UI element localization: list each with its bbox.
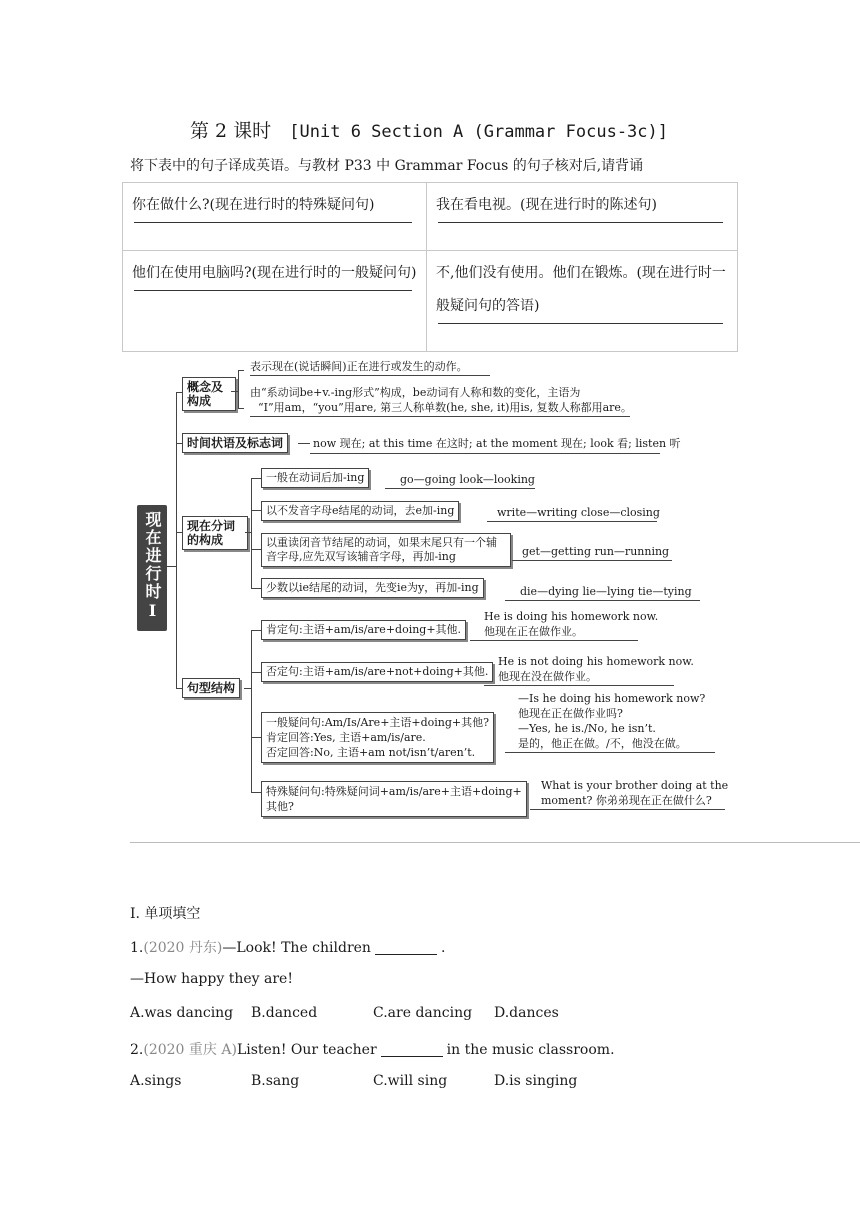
connector [238,370,239,408]
connector [251,478,261,479]
option-d[interactable]: D.is singing [494,1073,578,1089]
option-b[interactable]: B.danced [251,1005,318,1021]
connector [251,792,261,793]
translation-table [122,182,738,352]
concept-box: 概念及构成 [182,377,236,411]
connector [251,549,261,550]
rule-example: —Yes, he is./No, he isn’t. [518,722,656,735]
instruction: 将下表中的句子译成英语。与教材 P33 中 Grammar Focus 的句子核对后,请背诵 [130,158,644,174]
option-c[interactable]: C.are dancing [373,1005,473,1021]
underline [505,752,715,753]
answer-line[interactable] [134,290,412,291]
connector [231,391,238,392]
connector [167,566,176,567]
connector [176,392,177,688]
rule-example: 他现在没在做作业。 [498,670,597,683]
rule-example: He is doing his homework now. [484,610,659,623]
connector [251,510,261,511]
question-number: 2. [130,1042,144,1058]
underline [250,416,630,417]
connector [251,672,261,673]
underline [470,640,638,641]
table-cell [427,183,738,251]
rule-line: 特殊疑问句:特殊疑问词+am/is/are+主语+doing+ [266,785,522,798]
section-heading: Ⅰ. 单项填空 [130,906,201,922]
question-text: Listen! Our teacher [236,1042,377,1058]
mindmap-root: 现在进行时Ⅰ [137,505,167,631]
table-row [123,183,738,251]
structure-box: 句型结构 [182,678,240,698]
concept-form-line2: “I”用am，“you”用are, 第三人称单数(he, she, it)用is, 复数人称都用are。 [258,401,632,414]
rule-example: go—going look—looking [400,473,535,486]
rule-box [261,712,494,763]
divider [130,842,860,843]
rule-example: write—writing close—closing [497,506,660,519]
underline [505,600,700,601]
concept-form-line1: 由“系动词be+v.-ing形式”构成，be动词有人称和数的变化，主语为 [250,386,581,399]
underline [487,521,657,522]
rule-example: 他现在正在做作业。 [484,625,583,638]
rule-example: What is your brother doing at the [541,779,729,792]
underline [385,488,535,489]
cell-prompt: 他们在使用电脑吗?(现在进行时的一般疑问句) [132,265,417,281]
rule-box: 肯定句:主语+am/is/are+doing+其他. [261,620,466,640]
connector [244,688,251,689]
connector [298,443,310,444]
question-text: . [440,940,446,956]
question-1 [130,937,445,957]
connector [251,737,261,738]
participle-box: 现在分词的构成 [182,516,248,550]
question-number: 1. [130,940,144,956]
underline [530,809,725,810]
answer-line[interactable] [438,323,723,324]
rule-box: 少数以ie结尾的动词，先变ie为y，再加-ing [261,578,484,598]
rule-example: 他现在正在做作业吗? [518,707,623,720]
rule-box: 否定句:主语+am/is/are+not+doing+其他. [261,662,493,682]
underline [310,453,660,454]
underline [250,375,490,376]
connector [238,408,244,409]
question-text: —Look! The children [222,940,371,956]
table-row [123,251,738,352]
cell-prompt: 我在看电视。(现在进行时的陈述句) [436,197,657,213]
rule-box [261,781,527,817]
rule-example: get—getting run—running [522,545,670,558]
question-source: (2020 重庆 A) [143,1042,237,1058]
concept-definition: 表示现在(说话瞬间)正在进行或发生的动作。 [250,360,468,373]
option-d[interactable]: D.dances [494,1005,559,1021]
rule-line: 肯定回答:Yes, 主语+am/is/are. [266,731,426,744]
option-b[interactable]: B.sang [251,1073,300,1089]
lesson-title [190,116,668,143]
connector [251,630,252,792]
option-a[interactable]: A.was dancing [130,1005,234,1021]
connector [251,630,261,631]
rule-example: He is not doing his homework now. [498,655,694,668]
rule-line: 其他? [266,800,294,813]
rule-example: —Is he doing his homework now? [518,692,706,705]
option-a[interactable]: A.sings [130,1073,182,1089]
connector [238,370,244,371]
rule-example: 是的，他正在做。/不，他没在做。 [518,737,687,750]
underline [512,560,672,561]
rule-line: 一般疑问句:Am/Is/Are+主语+doing+其他? [266,716,490,729]
time-box: 时间状语及标志词 [182,433,288,453]
rule-line: 否定回答:No, 主语+am not/isn’t/aren’t. [266,746,476,759]
rule-example: moment? 你弟弟现在正在做什么? [541,794,712,807]
cell-prompt: 你在做什么?(现在进行时的特殊疑问句) [132,197,375,213]
connector [251,588,261,589]
cell-prompt: 不,他们没有使用。他们在锻炼。(现在进行时一般疑问句的答语) [436,265,726,314]
answer-blank[interactable] [381,1042,443,1057]
rule-box: 一般在动词后加-ing [261,468,369,488]
table-cell [123,183,427,251]
answer-line[interactable] [134,222,412,223]
connector [245,532,251,533]
question-text: in the music classroom. [446,1042,615,1058]
rule-box: 以不发音字母e结尾的动词，去e加-ing [261,501,459,521]
question-2 [130,1039,615,1059]
answer-blank[interactable] [375,940,437,955]
answer-line[interactable] [438,222,723,223]
question-1-reply: —How happy they are! [130,971,293,987]
time-markers: now 现在; at this time 在这时; at the moment 现在; look 看; listen 听 [313,437,681,450]
question-source: (2020 丹东) [143,940,223,956]
option-c[interactable]: C.will sing [373,1073,448,1089]
table-cell [427,251,738,352]
table-cell [123,251,427,352]
underline [484,685,674,686]
rule-box: 以重读闭音节结尾的动词，如果末尾只有一个辅音字母,应先双写该辅音字母，再加-ing [261,533,511,567]
lesson-number: 第 2 课时 [190,120,272,142]
rule-example: die—dying lie—lying tie—tying [520,585,692,598]
connector [251,478,252,588]
lesson-unit: [Unit 6 Section A (Grammar Focus-3c)] [289,122,668,142]
